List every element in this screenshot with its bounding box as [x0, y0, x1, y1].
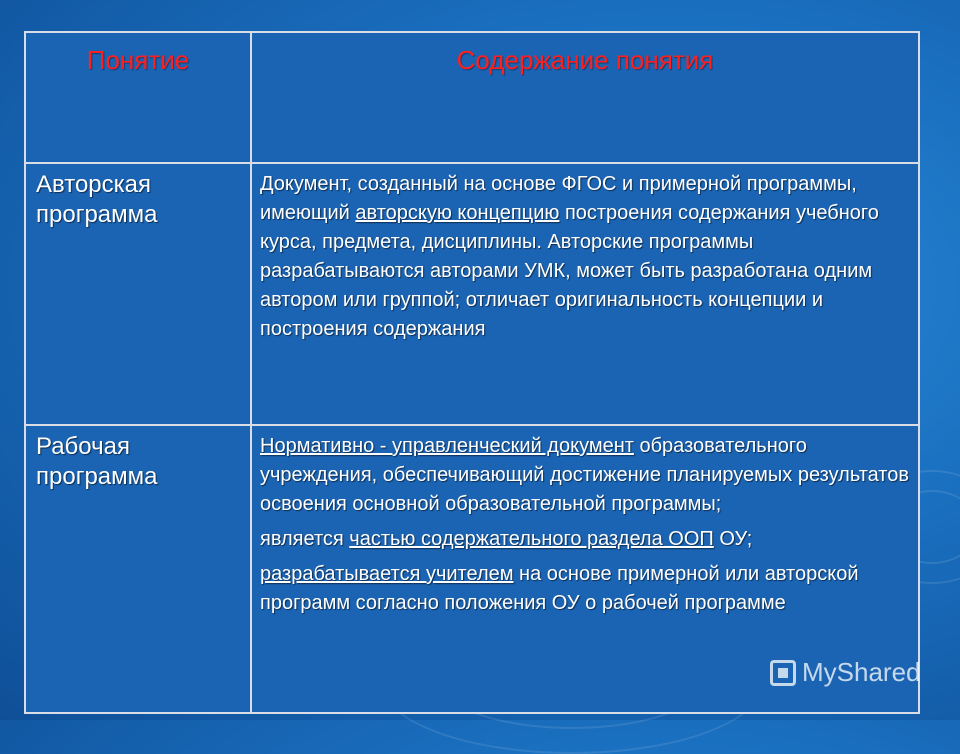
desc-text-underlined: разрабатывается учителем: [260, 563, 514, 585]
desc-text-underlined: Нормативно - управленческий документ: [260, 435, 634, 457]
desc-text: на основе примерной или авторской программ согласно положения ОУ о рабочей программе: [260, 563, 859, 614]
desc-paragraph: [260, 432, 912, 519]
myshared-watermark: [770, 657, 921, 688]
desc-text: ОУ;: [713, 528, 753, 550]
desc-text: является: [260, 528, 350, 550]
myshared-logo-icon: [770, 660, 796, 686]
term-author-program: Авторская программа: [25, 163, 251, 425]
table-row: [25, 163, 919, 425]
desc-text: Документ, созданный на основе ФГОС и примерной программы, имеющий: [260, 173, 857, 224]
header-concept: Понятие: [25, 32, 251, 163]
desc-paragraph: [260, 525, 912, 554]
desc-text: образовательного учреждения, обеспечивающий достижение планируемых результатов освоения основной образовательной программы;: [260, 435, 909, 515]
desc-paragraph: [260, 560, 912, 618]
term-work-program: Рабочая программа: [25, 425, 251, 713]
desc-author-program: [251, 163, 919, 425]
table-header-row: [25, 32, 919, 163]
watermark-text: MyShared: [802, 657, 921, 687]
header-content: Содержание понятия: [251, 32, 919, 163]
desc-text-underlined: частью содержательного раздела ООП: [349, 528, 714, 550]
concept-table: [24, 31, 920, 714]
desc-text: построения содержания учебного курса, предмета, дисциплины. Авторские программы разрабатываются авторами УМК, может быть разработана одним автором или группой; отличает оригинальность концепции и построения содержания: [260, 202, 879, 340]
desc-text-underlined: авторскую концепцию: [355, 202, 560, 224]
